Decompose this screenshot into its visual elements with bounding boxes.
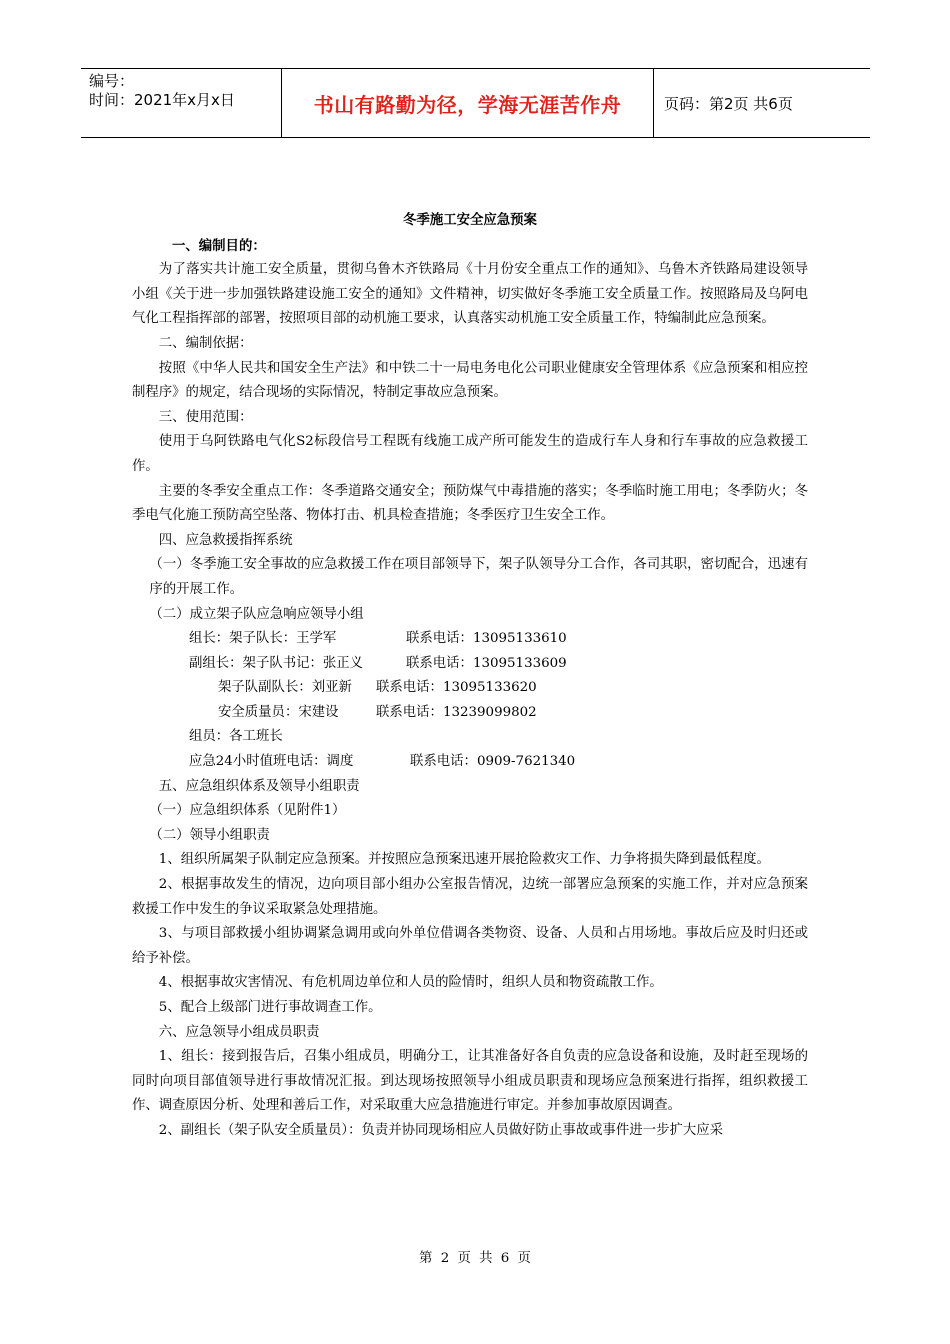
section-1-heading: 一、编制目的：: [172, 237, 266, 254]
contact-role: 应急24小时值班电话：调度: [189, 754, 354, 770]
section-5-heading: 五、应急组织体系及领导小组职责: [158, 778, 360, 794]
header-slogan-cell: [281, 69, 654, 137]
contact-role: 组员：各工班长: [189, 729, 283, 745]
section-4-paragraph: （二）成立架子队应急响应领导小组: [149, 606, 364, 622]
list-item: 3、与项目部救援小组协调紧急调用或向外单位借调各类物资、设备、人员和占用场地。事故后应及时归还或给予补偿。: [132, 926, 808, 966]
list-item: 2、副组长（架子队安全质量员）：负责并协同现场相应人员做好防止事故或事件进一步扩大应采: [158, 1122, 724, 1138]
list-item: 4、根据事故灾害情况、有危机周边单位和人员的险情时，组织人员和物资疏散工作。: [158, 975, 663, 991]
section-5-paragraph: （二）领导小组职责: [149, 827, 270, 843]
contact-phone: 联系电话：13239099802: [376, 704, 537, 720]
contact-phone: 联系电话：13095133620: [376, 680, 537, 696]
page-footer: 第 2 页 共 6 页: [419, 1251, 531, 1266]
list-item: 5、配合上级部门进行事故调查工作。: [158, 1000, 382, 1015]
list-item: 1、组织所属架子队制定应急预案。并按照应急预案迅速开展抢险救灾工作、力争将损失降到最低程度。: [158, 852, 770, 868]
section-4-heading: 四、应急救援指挥系统: [158, 532, 293, 548]
section-5-paragraph: （一）应急组织体系（见附件1）: [149, 803, 346, 819]
contact-row: [132, 725, 808, 750]
contact-phone: 联系电话：13095133609: [406, 655, 567, 671]
contact-row: [132, 676, 808, 701]
contact-role: 组长：架子队长：王学军: [189, 631, 337, 647]
contact-role: 架子队副队长：刘亚新: [218, 680, 352, 696]
section-4-paragraph: （一）冬季施工安全事故的应急救援工作在项目部领导下，架子队领导分工合作，各司其职，密切配合，迅速有序的开展工作。: [149, 557, 808, 597]
document-title: 冬季施工安全应急预案: [403, 212, 537, 228]
section-2-paragraph: 按照《中华人民共和国安全生产法》和中铁二十一局电务电化公司职业健康安全管理体系《应急预案和相应控制程序》的规定，结合现场的实际情况，特制定事故应急预案。: [132, 360, 808, 401]
section-3-paragraph: 使用于乌阿铁路电气化S2标段信号工程既有线施工成产所可能发生的造成行车人身和行车事故的应急救援工作。: [132, 434, 808, 474]
contact-phone: 联系电话：0909-7621340: [410, 754, 576, 770]
document-body: [132, 208, 808, 1144]
header-page-cell: [654, 69, 870, 137]
header-meta: [81, 69, 281, 137]
contact-row: [132, 627, 808, 652]
list-item: 2、根据事故发生的情况，边向项目部小组办公室报告情况，边统一部署应急预案的实施工作，并对应急预案救援工作中发生的争议采取紧急处理措施。: [132, 877, 808, 917]
contact-role: 副组长：架子队书记：张正义: [189, 655, 364, 671]
header-page-label: 页码：第2页 共6页: [664, 94, 793, 113]
contact-row: [132, 701, 808, 726]
list-item: 1、组长：接到报告后，召集小组成员，明确分工，让其准备好各自负责的应急设备和设施，及时赶至现场的同时向项目部值领导进行事故情况汇报。到达现场按照领导小组成员职责和现场应急预案进行指挥，组织救援工作、调查原因分析、处理和善后工作，对采取重大应急措施进行审定。并参加事故原因调查。: [132, 1049, 808, 1114]
contact-row: [132, 652, 808, 677]
date-label: 时间：2021年x月x日: [89, 91, 235, 109]
header-slogan: 书山有路勤为径，学海无涯苦作舟: [313, 92, 622, 117]
number-label: 编号：: [89, 72, 135, 90]
section-2-heading: 二、编制依据：: [158, 335, 253, 351]
section-3-paragraph: 主要的冬季安全重点工作：冬季道路交通安全；预防煤气中毒措施的落实；冬季临时施工用电；冬季防火；冬季电气化施工预防高空坠落、物体打击、机具检查措施；冬季医疗卫生安全工作。: [132, 483, 808, 524]
contact-phone: 联系电话：13095133610: [406, 631, 567, 647]
section-3-heading: 三、使用范围：: [158, 409, 253, 425]
page-header: [81, 68, 870, 138]
section-1-paragraph: 为了落实共计施工安全质量，贯彻乌鲁木齐铁路局《十月份安全重点工作的通知》、乌鲁木齐铁路局建设领导小组《关于进一步加强铁路建设施工安全的通知》文件精神，切实做好冬季施工安全质量工作。按照路局及乌阿电气化工程指挥部的部署，按照项目部的动机施工要求，认真落实动机施工安全质量工作，特编制此应急预案。: [132, 262, 808, 327]
contact-row: [132, 750, 808, 775]
section-6-heading: 六、应急领导小组成员职责: [158, 1024, 320, 1040]
contact-role: 安全质量员：宋建设: [218, 704, 339, 720]
